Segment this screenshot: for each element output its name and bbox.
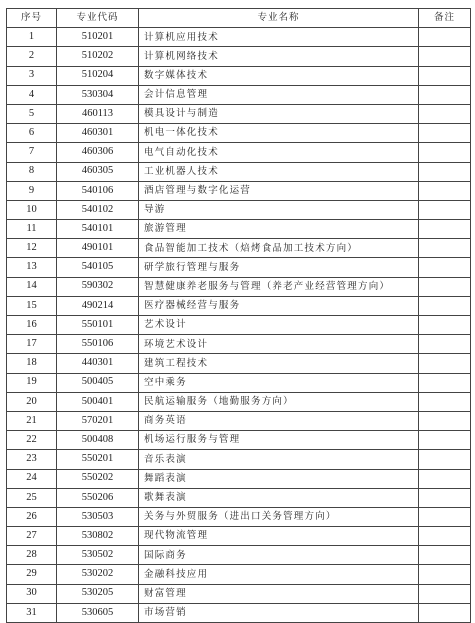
code-cell: 530802: [57, 527, 139, 546]
name-cell: 金融科技应用: [139, 565, 419, 584]
seq-cell: 22: [7, 431, 57, 450]
code-cell: 540102: [57, 200, 139, 219]
note-cell: [419, 239, 471, 258]
seq-cell: 1: [7, 28, 57, 47]
table-row: [7, 373, 471, 392]
code-cell: 490214: [57, 296, 139, 315]
code-cell: 460306: [57, 143, 139, 162]
table-row: [7, 316, 471, 335]
table-row: [7, 411, 471, 430]
code-cell: 510201: [57, 28, 139, 47]
name-cell: 医疗器械经营与服务: [139, 296, 419, 315]
name-cell: 智慧健康养老服务与管理（养老产业经营管理方向）: [139, 277, 419, 296]
seq-cell: 3: [7, 66, 57, 85]
name-cell: 财富管理: [139, 584, 419, 603]
table-row: [7, 296, 471, 315]
table-row: [7, 181, 471, 200]
table-header: [7, 9, 471, 28]
name-cell: 电气自动化技术: [139, 143, 419, 162]
code-cell: 530202: [57, 565, 139, 584]
table-row: [7, 431, 471, 450]
table-row: [7, 392, 471, 411]
name-cell: 歌舞表演: [139, 488, 419, 507]
seq-cell: 6: [7, 124, 57, 143]
name-cell: 民航运输服务（地勤服务方向）: [139, 392, 419, 411]
seq-cell: 4: [7, 85, 57, 104]
code-cell: 490101: [57, 239, 139, 258]
seq-cell: 27: [7, 527, 57, 546]
note-cell: [419, 584, 471, 603]
seq-cell: 23: [7, 450, 57, 469]
table-row: [7, 603, 471, 622]
note-cell: [419, 47, 471, 66]
table-row: [7, 143, 471, 162]
note-cell: [419, 220, 471, 239]
name-cell: 现代物流管理: [139, 527, 419, 546]
code-cell: 550202: [57, 469, 139, 488]
note-cell: [419, 104, 471, 123]
table-row: [7, 335, 471, 354]
header-code: 专业代码: [57, 9, 139, 28]
code-cell: 440301: [57, 354, 139, 373]
table-row: [7, 507, 471, 526]
code-cell: 500408: [57, 431, 139, 450]
code-cell: 530205: [57, 584, 139, 603]
note-cell: [419, 258, 471, 277]
code-cell: 460113: [57, 104, 139, 123]
table-row: [7, 565, 471, 584]
code-cell: 550206: [57, 488, 139, 507]
seq-cell: 25: [7, 488, 57, 507]
code-cell: 500401: [57, 392, 139, 411]
note-cell: [419, 392, 471, 411]
seq-cell: 8: [7, 162, 57, 181]
seq-cell: 2: [7, 47, 57, 66]
code-cell: 550101: [57, 316, 139, 335]
name-cell: 导游: [139, 200, 419, 219]
name-cell: 模具设计与制造: [139, 104, 419, 123]
name-cell: 空中乘务: [139, 373, 419, 392]
code-cell: 550106: [57, 335, 139, 354]
seq-cell: 31: [7, 603, 57, 622]
name-cell: 舞蹈表演: [139, 469, 419, 488]
note-cell: [419, 85, 471, 104]
code-cell: 460301: [57, 124, 139, 143]
seq-cell: 5: [7, 104, 57, 123]
name-cell: 酒店管理与数字化运营: [139, 181, 419, 200]
note-cell: [419, 469, 471, 488]
name-cell: 工业机器人技术: [139, 162, 419, 181]
table-row: [7, 104, 471, 123]
name-cell: 国际商务: [139, 546, 419, 565]
note-cell: [419, 316, 471, 335]
table-row: [7, 28, 471, 47]
name-cell: 研学旅行管理与服务: [139, 258, 419, 277]
header-seq: 序号: [7, 9, 57, 28]
code-cell: 460305: [57, 162, 139, 181]
seq-cell: 13: [7, 258, 57, 277]
seq-cell: 14: [7, 277, 57, 296]
name-cell: 建筑工程技术: [139, 354, 419, 373]
seq-cell: 17: [7, 335, 57, 354]
header-note: 备注: [419, 9, 471, 28]
header-row: [7, 9, 471, 28]
seq-cell: 16: [7, 316, 57, 335]
note-cell: [419, 373, 471, 392]
note-cell: [419, 143, 471, 162]
seq-cell: 24: [7, 469, 57, 488]
note-cell: [419, 354, 471, 373]
table-row: [7, 258, 471, 277]
note-cell: [419, 431, 471, 450]
code-cell: 540106: [57, 181, 139, 200]
table-row: [7, 200, 471, 219]
code-cell: 540105: [57, 258, 139, 277]
table-row: [7, 220, 471, 239]
note-cell: [419, 603, 471, 622]
name-cell: 食品智能加工技术（焙烤食品加工技术方向）: [139, 239, 419, 258]
seq-cell: 12: [7, 239, 57, 258]
seq-cell: 10: [7, 200, 57, 219]
note-cell: [419, 296, 471, 315]
note-cell: [419, 411, 471, 430]
name-cell: 关务与外贸服务（进出口关务管理方向）: [139, 507, 419, 526]
seq-cell: 20: [7, 392, 57, 411]
seq-cell: 19: [7, 373, 57, 392]
table-row: [7, 546, 471, 565]
table-row: [7, 469, 471, 488]
code-cell: 530304: [57, 85, 139, 104]
note-cell: [419, 488, 471, 507]
note-cell: [419, 450, 471, 469]
seq-cell: 29: [7, 565, 57, 584]
majors-table: [6, 8, 471, 623]
code-cell: 510204: [57, 66, 139, 85]
code-cell: 590302: [57, 277, 139, 296]
seq-cell: 7: [7, 143, 57, 162]
code-cell: 540101: [57, 220, 139, 239]
table-row: [7, 277, 471, 296]
note-cell: [419, 335, 471, 354]
seq-cell: 15: [7, 296, 57, 315]
note-cell: [419, 162, 471, 181]
table-body: [7, 28, 471, 623]
majors-table-sheet: [6, 8, 470, 623]
note-cell: [419, 527, 471, 546]
table-row: [7, 584, 471, 603]
name-cell: 艺术设计: [139, 316, 419, 335]
note-cell: [419, 565, 471, 584]
name-cell: 机场运行服务与管理: [139, 431, 419, 450]
name-cell: 计算机网络技术: [139, 47, 419, 66]
seq-cell: 11: [7, 220, 57, 239]
code-cell: 530605: [57, 603, 139, 622]
name-cell: 环境艺术设计: [139, 335, 419, 354]
seq-cell: 28: [7, 546, 57, 565]
seq-cell: 21: [7, 411, 57, 430]
table-row: [7, 162, 471, 181]
note-cell: [419, 546, 471, 565]
code-cell: 530503: [57, 507, 139, 526]
code-cell: 510202: [57, 47, 139, 66]
name-cell: 计算机应用技术: [139, 28, 419, 47]
note-cell: [419, 66, 471, 85]
name-cell: 旅游管理: [139, 220, 419, 239]
table-row: [7, 124, 471, 143]
name-cell: 市场营销: [139, 603, 419, 622]
name-cell: 商务英语: [139, 411, 419, 430]
table-row: [7, 47, 471, 66]
note-cell: [419, 507, 471, 526]
header-name: 专业名称: [139, 9, 419, 28]
code-cell: 570201: [57, 411, 139, 430]
seq-cell: 26: [7, 507, 57, 526]
name-cell: 音乐表演: [139, 450, 419, 469]
table-row: [7, 488, 471, 507]
table-row: [7, 85, 471, 104]
name-cell: 会计信息管理: [139, 85, 419, 104]
name-cell: 数字媒体技术: [139, 66, 419, 85]
seq-cell: 18: [7, 354, 57, 373]
seq-cell: 9: [7, 181, 57, 200]
note-cell: [419, 28, 471, 47]
note-cell: [419, 181, 471, 200]
name-cell: 机电一体化技术: [139, 124, 419, 143]
seq-cell: 30: [7, 584, 57, 603]
table-row: [7, 527, 471, 546]
code-cell: 530502: [57, 546, 139, 565]
table-row: [7, 239, 471, 258]
table-row: [7, 66, 471, 85]
note-cell: [419, 277, 471, 296]
note-cell: [419, 124, 471, 143]
table-row: [7, 354, 471, 373]
code-cell: 550201: [57, 450, 139, 469]
table-row: [7, 450, 471, 469]
note-cell: [419, 200, 471, 219]
code-cell: 500405: [57, 373, 139, 392]
